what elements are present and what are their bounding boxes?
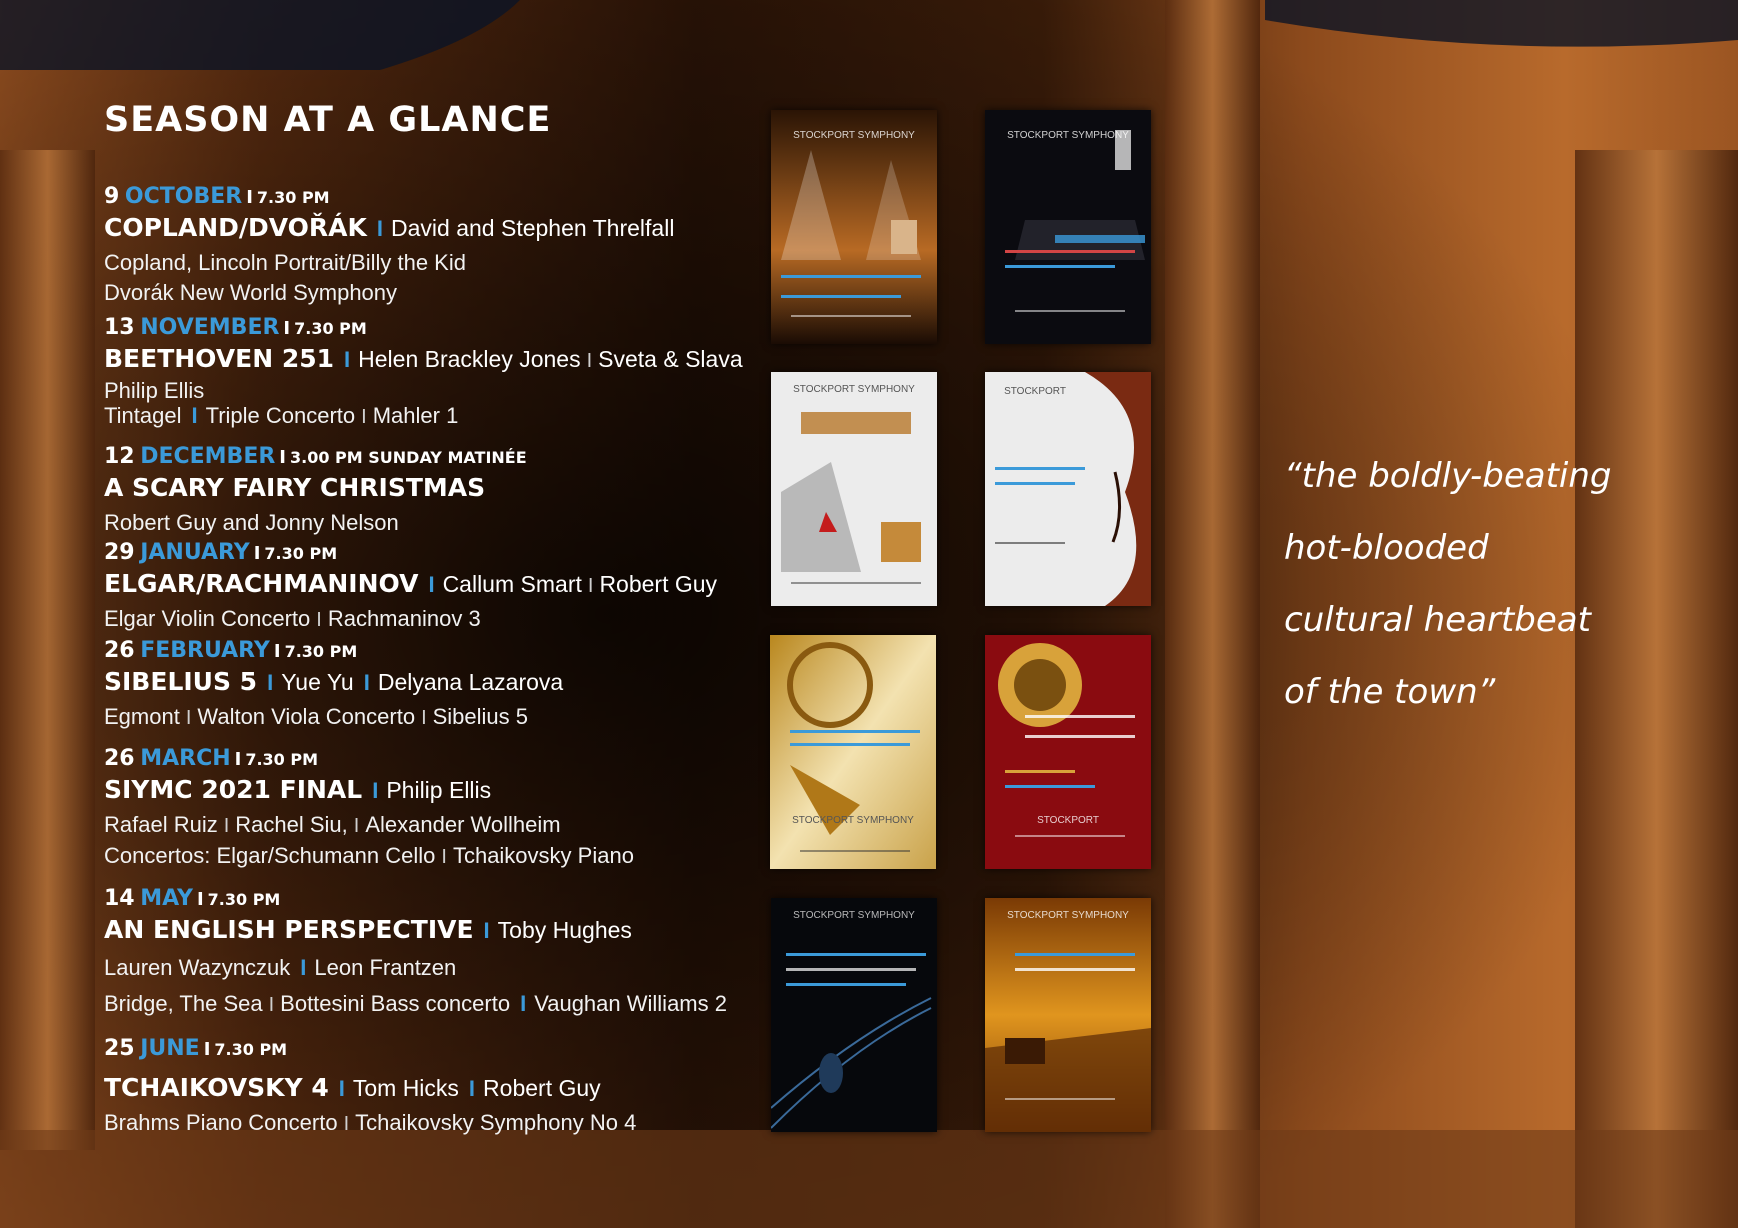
event-title-line: ELGAR/RACHMANINOV I Callum Smart I Robert Guy — [104, 569, 718, 598]
poster-sibelius-5 — [770, 635, 936, 869]
poster-brand: STOCKPORT SYMPHONY — [793, 384, 915, 395]
event-march — [104, 745, 784, 872]
event-performers-2: Robert Guy — [483, 1075, 601, 1101]
event-title-line: TCHAIKOVSKY 4 I Tom Hicks I Robert Guy — [104, 1073, 601, 1102]
event-title: AN ENGLISH PERSPECTIVE — [104, 915, 474, 944]
event-performers: David and Stephen Threlfall — [391, 215, 675, 241]
quote-line: cultural heartbeat — [1284, 600, 1591, 640]
event-performers: Yue Yu — [281, 669, 354, 695]
poster-scary-fairy-christmas — [771, 372, 937, 606]
poster-tchaikovsky-4 — [985, 898, 1151, 1132]
poster-elgar-rachmaninov — [985, 372, 1151, 606]
poster-brand: STOCKPORT SYMPHONY — [792, 815, 914, 826]
event-detail: Philip Ellis — [104, 378, 205, 403]
event-date: 29 JANUARY I 7.30 PM — [104, 540, 338, 565]
poster-brand: STOCKPORT SYMPHONY — [793, 910, 915, 921]
event-title: SIYMC 2021 FINAL — [104, 775, 363, 804]
event-performers: Philip Ellis — [386, 777, 492, 803]
event-detail: Dvorák New World Symphony — [104, 280, 398, 305]
event-title: COPLAND/DVOŘÁK — [104, 213, 367, 242]
event-date: 13 NOVEMBER I 7.30 PM — [104, 315, 367, 340]
event-date: 14 MAY I 7.30 PM — [104, 886, 281, 911]
event-performers-2: Delyana Lazarova — [377, 669, 564, 695]
event-detail-line: Brahms Piano Concerto I Tchaikovsky Symphony No 4 — [104, 1110, 637, 1135]
event-title-line: SIBELIUS 5 I Yue Yu I Delyana Lazarova — [104, 667, 564, 696]
event-december — [104, 443, 784, 538]
event-detail-line: Elgar Violin Concerto I Rachmaninov 3 — [104, 606, 481, 631]
event-october — [104, 183, 784, 308]
event-june — [104, 1035, 784, 1139]
event-detail-line: Tintagel I Triple Concerto I Mahler 1 — [104, 403, 459, 428]
poster-brand: STOCKPORT SYMPHONY — [1007, 130, 1129, 141]
event-performers-2: Sveta & Slava — [598, 346, 743, 372]
event-performers: Callum Smart — [442, 571, 582, 597]
event-date: 12 DECEMBER I 3.00 PM SUNDAY MATINÉE — [104, 444, 527, 469]
event-detail-line: Lauren Wazynczuk I Leon Frantzen — [104, 955, 457, 980]
poster-beethoven-251 — [985, 110, 1151, 344]
event-title-line: SIYMC 2021 FINAL I Philip Ellis — [104, 775, 492, 804]
event-performers: Tom Hicks — [352, 1075, 459, 1101]
quote-line: hot-blooded — [1284, 528, 1489, 568]
event-detail: Robert Guy and Jonny Nelson — [104, 510, 399, 535]
event-detail-line: Egmont I Walton Viola Concerto I Sibelius 5 — [104, 704, 529, 729]
event-title: SIBELIUS 5 — [104, 667, 258, 696]
poster-brand: STOCKPORT SYMPHONY — [1007, 910, 1129, 921]
poster-copland-dvorak — [771, 110, 937, 344]
event-title: A SCARY FAIRY CHRISTMAS — [104, 473, 486, 502]
event-title-line — [104, 472, 784, 508]
event-performers-2: Robert Guy — [599, 571, 718, 597]
event-title-line: COPLAND/DVOŘÁK I David and Stephen Threlfall — [104, 213, 675, 242]
quote-line: “the boldly-beating — [1284, 456, 1612, 496]
event-title: ELGAR/RACHMANINOV — [104, 569, 419, 598]
poster-brand: STOCKPORT — [1037, 815, 1099, 826]
event-january — [104, 539, 784, 635]
event-may — [104, 885, 784, 1023]
poster-brand: STOCKPORT SYMPHONY — [793, 130, 915, 141]
event-date: 26 FEBRUARY I 7.30 PM — [104, 638, 358, 663]
quote-line: of the town” — [1284, 672, 1496, 712]
event-november — [104, 314, 784, 430]
event-detail-line: Rafael Ruiz I Rachel Siu, I Alexander Wollheim — [104, 812, 561, 837]
event-detail-line: Bridge, The Sea I Bottesini Bass concerto I Vaughan Williams 2 — [104, 991, 727, 1016]
pull-quote — [1284, 440, 1704, 728]
event-february — [104, 637, 784, 733]
event-performers: Helen Brackley Jones — [358, 346, 581, 372]
page-title: SEASON AT A GLANCE — [104, 100, 552, 140]
poster-english-perspective — [771, 898, 937, 1132]
poster-siymc-final — [985, 635, 1151, 869]
event-title: TCHAIKOVSKY 4 — [104, 1073, 329, 1102]
poster-brand: STOCKPORT — [1004, 386, 1066, 397]
event-title-line: BEETHOVEN 251 I Helen Brackley Jones I Sveta & Slava — [104, 344, 743, 373]
event-detail: Copland, Lincoln Portrait/Billy the Kid — [104, 250, 466, 275]
event-date: 25 JUNE I 7.30 PM — [104, 1036, 288, 1061]
event-title-line: AN ENGLISH PERSPECTIVE I Toby Hughes — [104, 915, 632, 944]
event-performers: Toby Hughes — [497, 917, 632, 943]
event-detail-line: Concertos: Elgar/Schumann Cello I Tchaikovsky Piano — [104, 843, 634, 868]
event-title: BEETHOVEN 251 — [104, 344, 335, 373]
event-date: 9 OCTOBER I 7.30 PM — [104, 184, 330, 209]
event-date: 26 MARCH I 7.30 PM — [104, 746, 319, 771]
